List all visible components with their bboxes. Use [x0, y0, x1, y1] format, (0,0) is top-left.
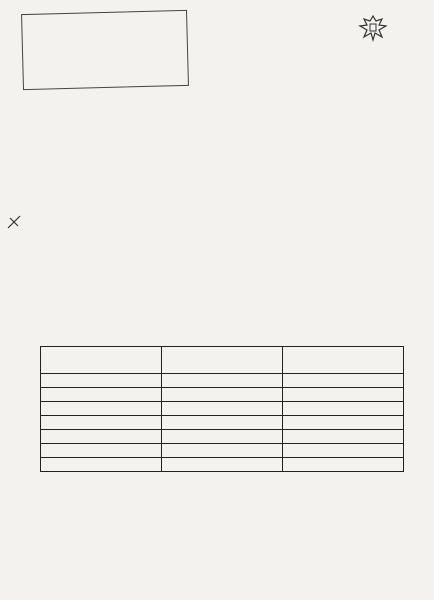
- cell-job: [283, 458, 404, 472]
- cell-rate: [162, 444, 283, 458]
- table-row: [41, 430, 404, 444]
- reward-table: [40, 346, 404, 472]
- cell-total: [41, 388, 162, 402]
- greeting: [164, 155, 284, 167]
- cell-rate: [162, 458, 283, 472]
- stamp-line: [31, 63, 179, 83]
- cell-rate: [162, 374, 283, 388]
- cell-total: [41, 444, 162, 458]
- table-row: [41, 458, 404, 472]
- ministry-line: [226, 94, 426, 107]
- table-header-row: [41, 347, 404, 374]
- cell-total: [41, 374, 162, 388]
- cell-total: [41, 458, 162, 472]
- cell-rate: [162, 416, 283, 430]
- column-header-job: [283, 347, 404, 374]
- cell-total: [41, 416, 162, 430]
- cell-total: [41, 402, 162, 416]
- cell-job: [283, 374, 404, 388]
- cell-rate: [162, 430, 283, 444]
- table-row: [41, 444, 404, 458]
- cell-job: [283, 388, 404, 402]
- registry-stamp: [21, 10, 189, 90]
- cell-job: [283, 416, 404, 430]
- table-row: [41, 402, 404, 416]
- table-row: [41, 416, 404, 430]
- ministry-line: [226, 68, 426, 81]
- column-header-total: [41, 347, 162, 374]
- cell-total: [41, 430, 162, 444]
- ministry-line: [226, 81, 426, 94]
- cell-job: [283, 444, 404, 458]
- table-row: [41, 374, 404, 388]
- table-row: [41, 388, 404, 402]
- cell-job: [283, 402, 404, 416]
- cell-rate: [162, 402, 283, 416]
- column-header-rate: [162, 347, 283, 374]
- handwritten-mark-icon: [6, 214, 22, 230]
- eagle-emblem-icon: [358, 14, 388, 42]
- addressee-heading: [22, 130, 422, 146]
- cell-job: [283, 430, 404, 444]
- cell-rate: [162, 388, 283, 402]
- ministry-header: [226, 68, 426, 107]
